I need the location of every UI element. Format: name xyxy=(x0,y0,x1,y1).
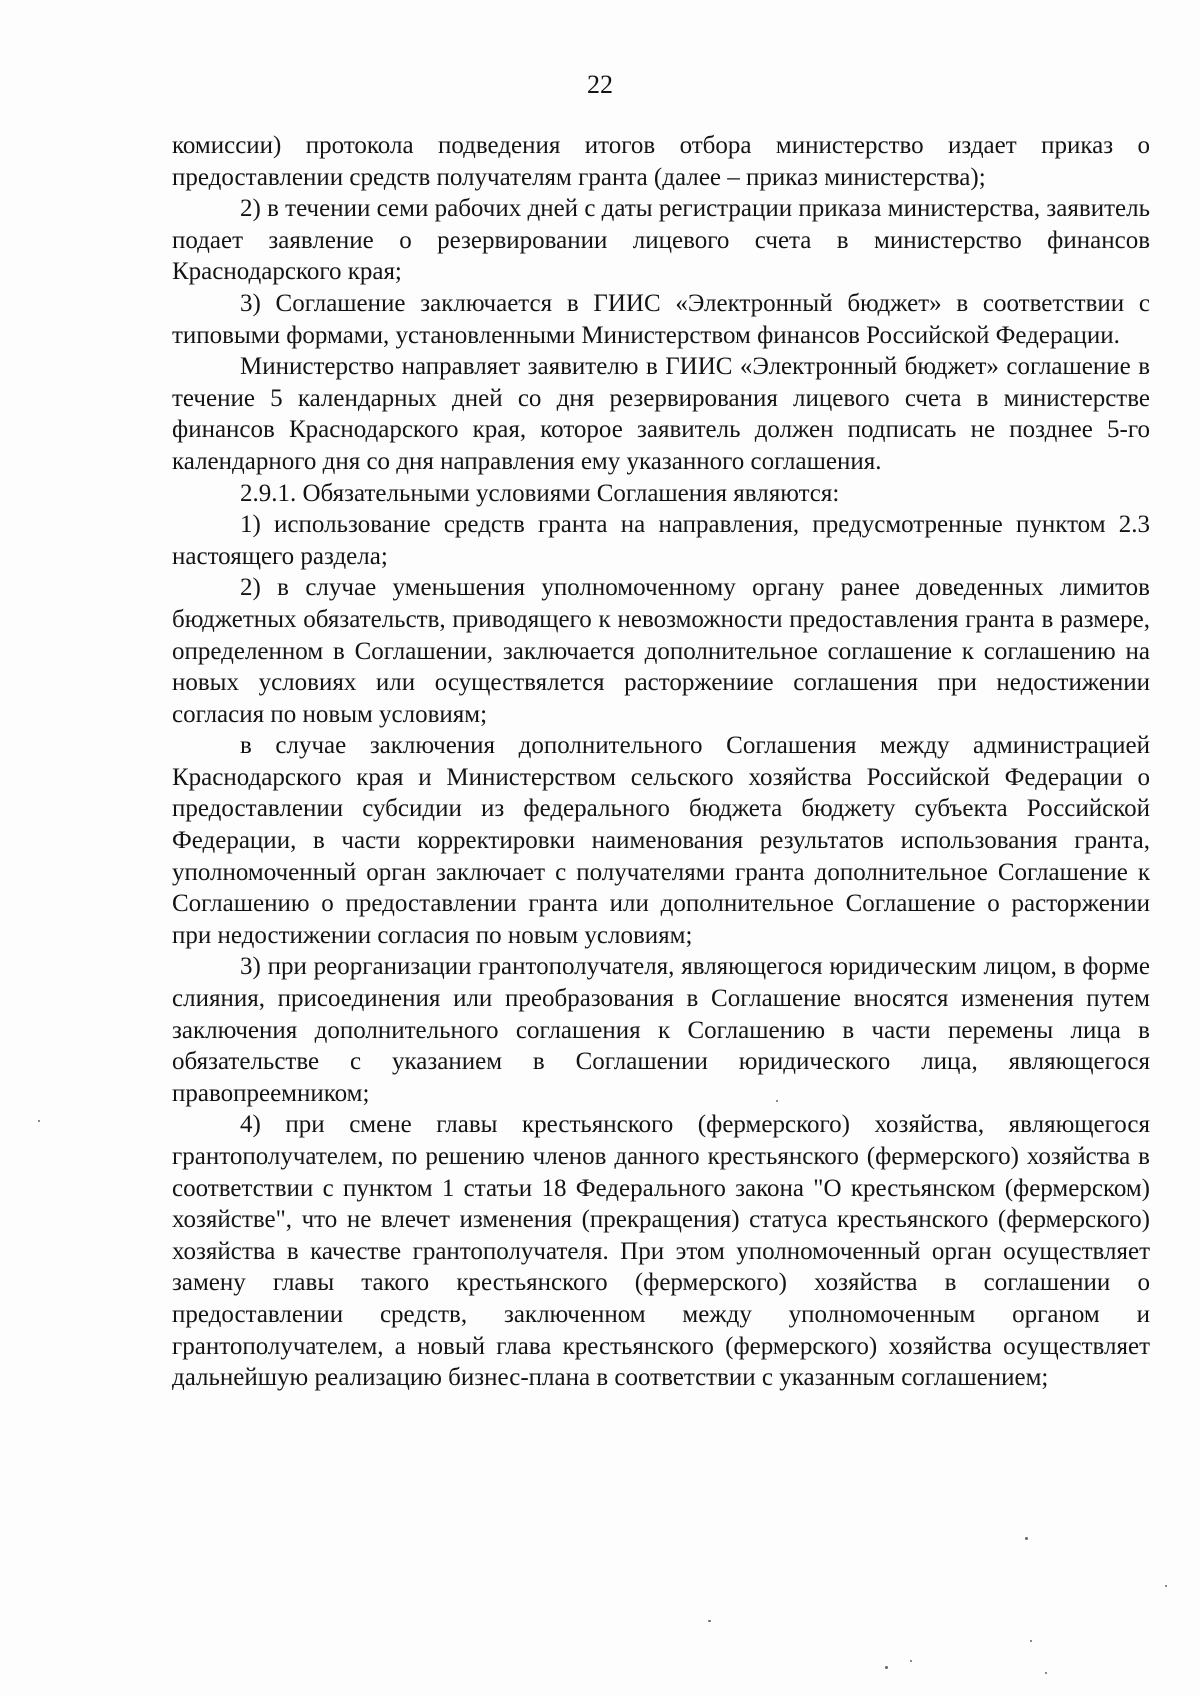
condition-item-3: 3) при реорганизации грантополучателя, являющегося юридическим лицом, в форме слияния, присоединения или преобразования в Соглашение вносятся изменения путем заключения дополнительного соглашения к Соглашению в части перемены лица в обязательстве с указанием в Соглашении юридического лица, являющегося правопреемником; xyxy=(172,953,1150,1107)
paragraph-item-2: 2) в течении семи рабочих дней с даты регистрации приказа министерства, заявитель подает заявление о резервировании лицевого счета в министерство финансов Краснодарского края; xyxy=(172,195,1150,286)
condition-item-1: 1) использование средств гранта на направления, предусмотренные пунктом 2.3 настоящего раздела; xyxy=(172,511,1150,570)
scan-speck xyxy=(38,1120,40,1122)
document-body xyxy=(172,130,1150,1394)
paragraph-ministry-direction: Министерство направляет заявителю в ГИИС «Электронный бюджет» соглашение в течение 5 календарных дней со дня резервирования лицевого счета в министерстве финансов Краснодарского края, которое заявитель должен подписать не позднее 5-го календарного дня со дня направления ему указанного соглашения. xyxy=(172,353,1150,475)
paragraph-item-3: 3) Соглашение заключается в ГИИС «Электронный бюджет» в соответствии с типовыми формами, установленными Министерством финансов Российской Федерации. xyxy=(172,289,1150,349)
condition-item-2-continued: в случае заключения дополнительного Соглашения между администрацией Краснодарского края и Министерством сельского хозяйства Российской Федерации о предоставлении субсидии из федерального бюджета бюджету субъекта Российской Федерации, в части корректировки наименования результатов использования гранта, уполномоченный орган заключает с получателями гранта дополнительное Соглашение к Соглашению о предоставлении гранта или дополнительное Соглашение о расторжении при недостижении согласия по новым условиям; xyxy=(172,732,1150,949)
scan-speck xyxy=(910,1660,912,1662)
condition-item-2: 2) в случае уменьшения уполномоченному органу ранее доведенных лимитов бюджетных обязательств, приводящего к невозможности предоставления гранта в размере, определенном в Соглашении, заключается дополнительное соглашение к соглашению на новых условиях или осуществялется расторжениие соглашения при недостижении согласия по новым условиям; xyxy=(172,574,1150,728)
condition-item-4: 4) при смене главы крестьянского (фермерского) хозяйства, являющегося грантополучателем, по решению членов данного крестьянского (фермерского) хозяйства в соответствии с пунктом 1 статьи 18 Федерального закона "О крестьянском (фермерском) хозяйстве", что не влечет изменения (прекращения) статуса крестьянского (фермерского) хозяйства в качестве грантополучателя. При этом уполномоченный орган осуществляет замену главы такого крестьянского (фермерского) хозяйства в соглашении о предоставлении средств, заключенном между уполномоченным органом и грантополучателем, а новый глава крестьянского (фермерского) хозяйства осуществляет дальнейшую реализацию бизнес-плана в соответствии с указанным соглашением; xyxy=(172,1111,1150,1392)
page-number: 22 xyxy=(587,70,613,99)
scan-speck xyxy=(1025,1537,1028,1540)
scan-speck xyxy=(885,1666,888,1669)
scan-speck xyxy=(1165,1585,1167,1587)
paragraph-continuation: комиссии) протокола подведения итогов отбора министерство издает приказ о предоставлении средств получателям гранта (далее – приказ министерства); xyxy=(172,132,1150,191)
scan-speck xyxy=(1030,1640,1032,1642)
section-heading-2-9-1: 2.9.1. Обязательными условиями Соглашения являются: xyxy=(240,479,840,507)
scan-speck xyxy=(1045,1672,1047,1674)
scan-speck xyxy=(708,1620,711,1622)
scan-speck xyxy=(776,1100,778,1102)
